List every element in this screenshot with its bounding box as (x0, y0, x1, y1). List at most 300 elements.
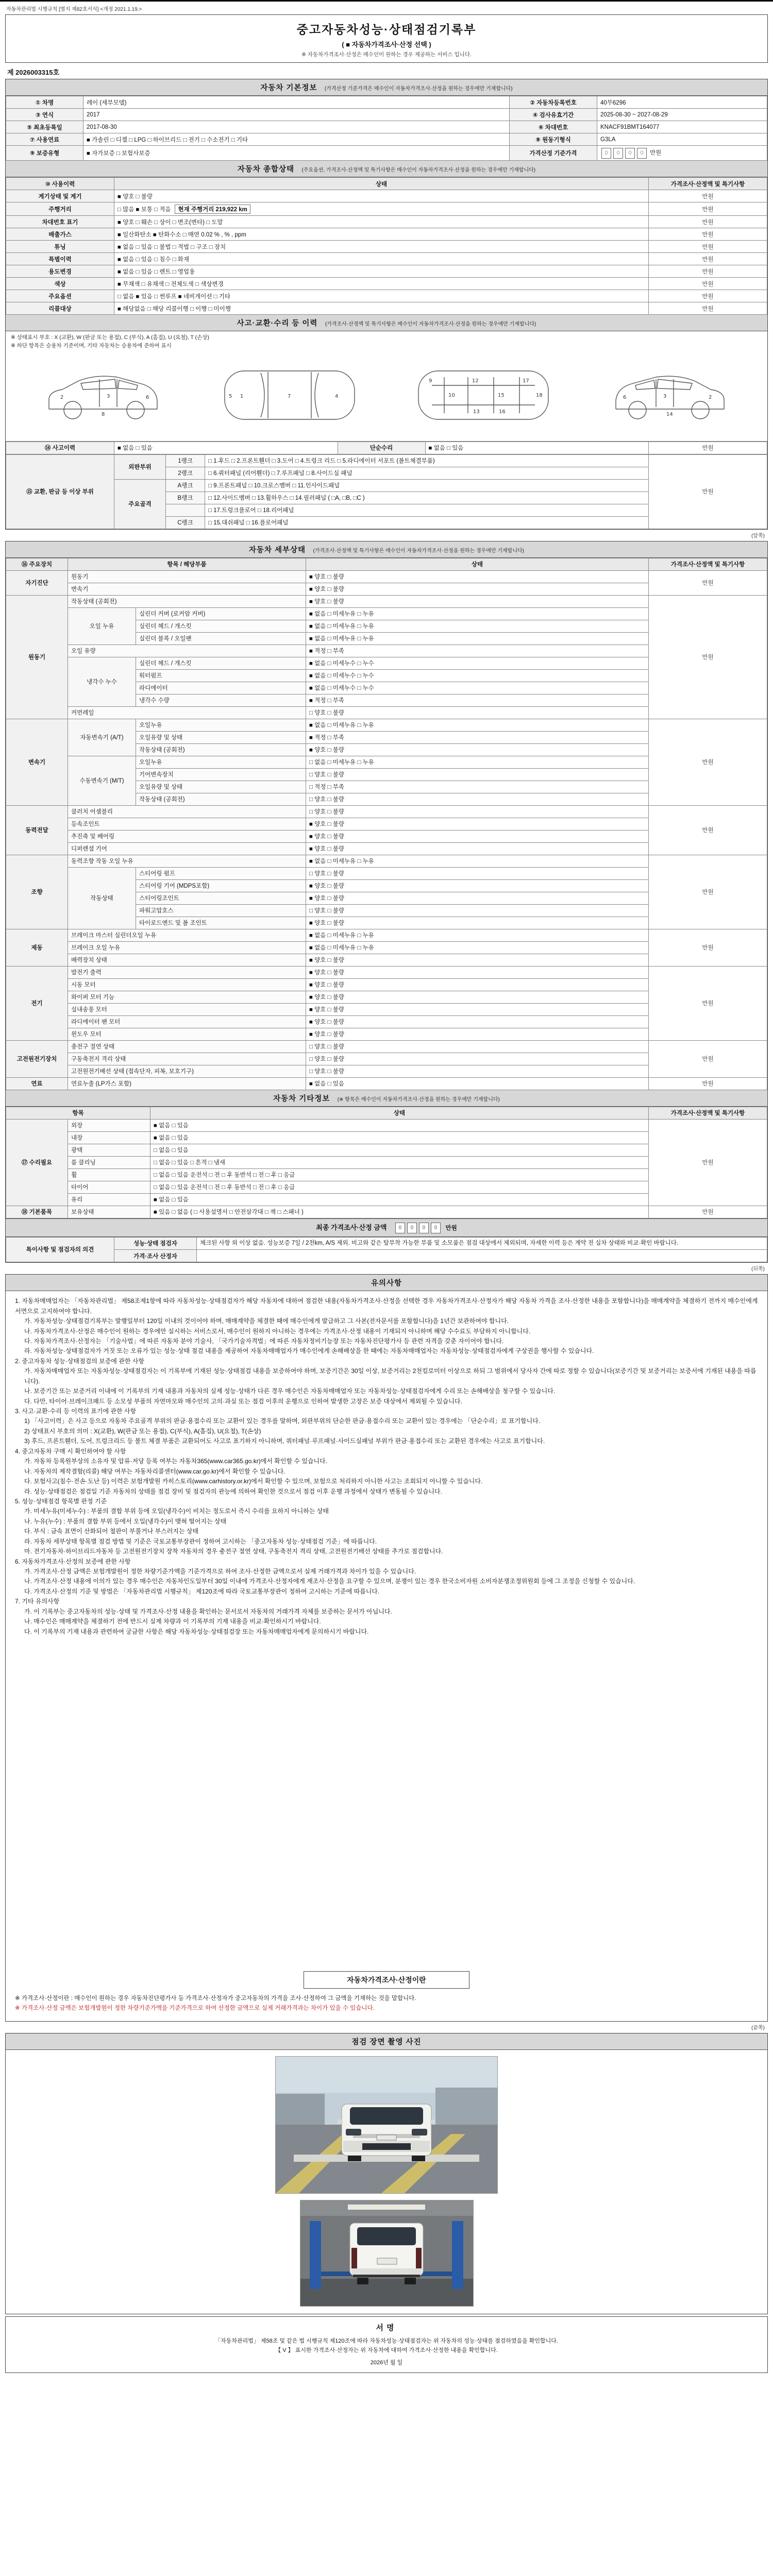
item-label: 외장 (68, 1119, 150, 1131)
notice-line: 다. 부식 : 금속 표면이 산화되어 철판이 부풀거나 부스러지는 상태 (24, 1528, 199, 1535)
signature-line: 「자동차관리법」 제58조 및 같은 법 시행규칙 제120조에 따라 자동차성능·상태점검자는 위 자동차의 성능·상태를 점검하였음을 확인합니다. (215, 2338, 558, 2345)
notice-line: 나. 보증기간 또는 보증거리 이내에 이 기록부의 기재 내용과 자동차의 실제 성능·상태가 다른 경우 매수인은 자동차매매업자 또는 자동차성능·상태점검자에게 수리 또는 손해배상을 청구할 수 있습니다. (24, 1387, 556, 1395)
price-cell: 만원 (649, 302, 767, 315)
state-value: □ 양호 □ 불량 (306, 904, 649, 917)
fuel-type-checkboxes: ■ 가솔린 □ 디젤 □ LPG □ 하이브리드 □ 전기 □ 수소전기 □ 기타 (83, 133, 510, 146)
svg-text:3: 3 (107, 393, 110, 399)
base-price-label: 가격산정 기준가격 (510, 146, 597, 161)
signature-section (6, 2317, 767, 2372)
state-value: ■ 없음 □ 있음 □ 침수 □ 화재 (114, 253, 649, 265)
pricing-info-line-red: ※ 가격조사·산정 금액은 보험개발원이 정한 차량기준가액을 기준가격으로 하여 산정한 금액으로 실제 거래가격과는 차이가 있을 수 있습니다. (15, 2005, 375, 2011)
row-label: 리콜대상 (6, 302, 114, 315)
item-label: 작동상태 (공회전) (136, 793, 306, 805)
notice-line: 라. 성능·상태점검은 점검일 기준 자동차의 상태를 점검 장비 및 점검자의 관능에 의하여 확인한 것으로서 점검 이후 운행 과정에서 상태가 변동될 수 있습니다. (24, 1487, 442, 1495)
svg-text:18: 18 (536, 392, 543, 398)
subgroup-label: 수동변속기 (M/T) (68, 756, 136, 805)
accident-history-label: ⑭ 사고이력 (6, 442, 114, 454)
state-value: ■ 양호 □ 불량 (306, 1015, 649, 1028)
page-marker: (뒤쪽) (751, 1266, 765, 1273)
state-value: ■ 양호 □ 훼손 □ 상이 □ 변조(변타) □ 도말 (114, 216, 649, 228)
rank-label: 1랭크 (166, 454, 205, 467)
price-cell: 만원 (649, 1077, 767, 1090)
state-value: ■ 없음 □ 있음 (150, 1131, 649, 1144)
item-label: 라디에이터 (136, 682, 306, 694)
table-row (6, 133, 767, 146)
legend-line: ※ 하단 항목은 승용차 기준이며, 기타 자동차는 승용차에 준하여 표시 (11, 342, 172, 349)
column-header: 상태 (306, 558, 649, 570)
state-value: ■ 양호 □ 불량 (306, 570, 649, 583)
table-row (6, 1237, 767, 1250)
accident-history-header (6, 315, 767, 331)
state-value: □ 양호 □ 불량 (306, 1065, 649, 1077)
price-cell: 만원 (649, 278, 767, 290)
first-registration-value: 2017-08-30 (83, 121, 510, 133)
overall-row (6, 265, 767, 278)
state-value: □ 많음 ■ 보통 □ 적음 현재 주행거리 219,922 km (114, 202, 649, 216)
detail-row (6, 1077, 767, 1090)
notice-line: 1. 자동차매매업자는 「자동차관리법」 제58조제1항에 따라 자동차성능·상태점검자가 해당 자동차에 대하여 점검한 내용(자동차가격조사·산정을 선택한 경우 자동차가격조사·산정자가 해당 자동차 가격을 조사·산정한 내용을 포함합니다)을 매매계약을 체결하기 전까지 매수인에게 서면으로 고지하여야 합니다. (15, 1297, 758, 1315)
table-row (6, 442, 767, 454)
car-diagram-strip (6, 351, 767, 442)
item-label: 브레이크 마스터 실린더오일 누유 (68, 929, 306, 941)
state-value: □ 적정 □ 부족 (306, 781, 649, 793)
base-price-value (597, 146, 767, 161)
item-label: 브레이크 오일 누유 (68, 941, 306, 954)
notice-header (6, 1275, 767, 1291)
form-reference: 자동차관리법 시행규칙 [별지 제82호서식] <개정 2021.1.19.> (6, 7, 142, 12)
notice-line: 7. 기타 유의사항 (15, 1598, 60, 1605)
detail-row (6, 855, 767, 867)
state-value: ■ 양호 □ 불량 (306, 1003, 649, 1015)
price-digit-box: 0 (419, 1223, 429, 1233)
notice-line: 다. 가격조사·산정의 기준 및 방법은 「자동차관리법 시행규칙」 제120조에 따라 국토교통부장관이 정하여 고시하는 기준에 따릅니다. (24, 1587, 380, 1595)
state-value: ■ 없음 □ 있음 □ 불법 □ 적법 □ 구조 □ 장치 (114, 241, 649, 253)
etc-info-table (6, 1107, 767, 1218)
state-value: ■ 양호 □ 불량 (306, 966, 649, 978)
section-box-photos (5, 2033, 768, 2314)
state-value: ■ 적정 □ 부족 (306, 694, 649, 706)
overall-row (6, 241, 767, 253)
column-header: 상태 (150, 1107, 649, 1119)
signature-date: 2026년 월 일 (370, 2360, 403, 2366)
row-label: 배출가스 (6, 228, 114, 241)
state-value: □ 양호 □ 불량 (306, 867, 649, 879)
row-label: 용도변경 (6, 265, 114, 278)
item-label: 스티어링조인트 (136, 892, 306, 904)
detail-row (6, 595, 767, 607)
state-value: ■ 있음 □ 없음 ( □ 사용설명서 □ 안전삼각대 □ 잭 □ 스패너 ) (150, 1206, 649, 1218)
state-value: ■ 양호 □ 불량 (306, 595, 649, 607)
state-value: ■ 해당없음 □ 해당 리콜이행 □ 이행 □ 미이행 (114, 302, 649, 315)
group-label: 조향 (6, 855, 68, 929)
svg-text:6: 6 (623, 394, 627, 400)
notice-line: 5. 성능·상태점검 항목별 판정 기준 (15, 1497, 107, 1505)
svg-text:6: 6 (146, 394, 149, 400)
notice-line: 나. 자동차가격조사·산정은 매수인이 원하는 경우에만 실시하는 서비스로서, 매수인이 원하지 아니하는 경우에는 가격조사·산정 내용이 기재되지 아니하며 해당 수수료도 부담하지 아니합니다. (24, 1327, 531, 1335)
table-header-row (6, 558, 767, 570)
svg-text:9: 9 (429, 378, 432, 384)
price-cell: 만원 (649, 442, 767, 454)
price-cell: 만원 (649, 570, 767, 595)
svg-text:16: 16 (499, 409, 506, 415)
group-label: 제동 (6, 929, 68, 966)
group-label: 고전원전기장치 (6, 1040, 68, 1077)
etc-info-header (6, 1090, 767, 1107)
price-digit-box: 0 (407, 1223, 417, 1233)
overall-state-title: 자동차 종합상태 (237, 165, 294, 174)
simple-repair-label: 단순수리 (338, 442, 425, 454)
group-label: ⑱ 기본품목 (6, 1206, 68, 1218)
state-value: ■ 없음 □ 있음 □ 렌트 □ 영업용 (114, 265, 649, 278)
price-cell: 만원 (649, 595, 767, 719)
row-label: 주요옵션 (6, 290, 114, 302)
detail-row (6, 929, 767, 941)
state-value: □ 없음 □ 있음 운전석 □ 전 □ 후 동반석 □ 전 □ 후 □ 응급 (150, 1168, 649, 1181)
item-label: 기어변속장치 (136, 768, 306, 781)
field-label: ⑤ 최초등록일 (6, 121, 83, 133)
state-value: ■ 양호 □ 불량 (306, 917, 649, 929)
item-label: 오일누유 (136, 719, 306, 731)
notice-line: 마. 전기자동차·하이브리드자동차 등 고전원전기장치 장착 자동차의 경우 충전구 절연 상태, 구동축전지 격리 상태, 고전원전기배선 상태를 추가로 점검합니다. (24, 1548, 443, 1555)
item-label: 등속조인트 (68, 818, 306, 830)
price-cell: 만원 (649, 1119, 767, 1206)
field-label: ① 차명 (6, 96, 83, 109)
etc-info-note: (※ 항목은 매수인이 자동차가격조사·산정을 원하는 경우에만 기재합니다) (337, 1096, 500, 1103)
row-label: 튜닝 (6, 241, 114, 253)
row-label: 특별이력 (6, 253, 114, 265)
price-digit-box: 0 (395, 1223, 405, 1233)
subgroup-label: 작동상태 (68, 867, 136, 929)
notice-line: 4. 중고자동차 구매 시 확인하여야 할 사항 (15, 1447, 126, 1455)
signature-title: 서명 (376, 2324, 397, 2333)
notice-line: 1) 「사고이력」은 사고 등으로 자동차 주요골격 부위의 판금·용접수리 또는 교환이 있는 경우를 말하며, 외판부위의 단순한 판금·용접수리 또는 교환이 있는 경우에는 「단순수리」로 표기합니다. (24, 1417, 541, 1425)
final-price-label: 최종 가격조사·산정 금액 (316, 1223, 387, 1231)
state-value: ■ 양호 □ 불량 (306, 954, 649, 966)
state-value: ■ 양호 □ 불량 (306, 830, 649, 842)
state-value: □ 없음 □ 있음 (150, 1144, 649, 1156)
final-price-bar (6, 1218, 767, 1237)
column-header: 가격조사·산정액 및 특기사항 (649, 1107, 767, 1119)
price-cell: 만원 (649, 290, 767, 302)
car-diagram-side-left (39, 357, 167, 434)
column-header: 항목 (6, 1107, 150, 1119)
item-label: 디퍼렌셜 기어 (68, 842, 306, 855)
state-value: □ 양호 □ 불량 (306, 805, 649, 818)
svg-text:8: 8 (102, 411, 105, 417)
state-value: ■ 양호 □ 불량 (306, 991, 649, 1003)
model-year-value: 2017 (83, 109, 510, 121)
state-value: ■ 적정 □ 부족 (306, 731, 649, 743)
parts-list: □ 17.트렁크플로어 □ 18.리어패널 (205, 504, 649, 516)
notice-line: 가. 자동차 등록원부상의 소유자 및 압류·저당 등록 여부는 자동차365(www.car365.go.kr)에서 확인할 수 있습니다. (24, 1458, 328, 1465)
item-label: 시동 모터 (68, 978, 306, 991)
signature-line: 【 V 】 표시한 가격조사·산정자는 위 자동차에 대하여 가격조사·산정한 내용을 확인합니다. (275, 2347, 498, 2353)
state-value: ■ 양호 □ 불량 (306, 818, 649, 830)
table-row (6, 121, 767, 133)
rank-label: B랭크 (166, 492, 205, 504)
parts-section-label: ⑮ 교환, 판금 등 이상 부위 (6, 454, 114, 529)
notice-line: 다. 다만, 타이어·브레이크패드 등 소모성 부품의 자연마모와 매수인의 고의·과실 또는 점검 이후의 운행으로 인하여 발생한 고장은 보증 대상에서 제외될 수 있습니다. (24, 1397, 462, 1405)
overall-row (6, 216, 767, 228)
table-row (6, 109, 767, 121)
table-header-row (6, 1107, 767, 1119)
column-header: 가격조사·산정액 및 특기사항 (649, 558, 767, 570)
state-value: ■ 없음 □ 있음 (150, 1119, 649, 1131)
state-value: ■ 없음 □ 미세누유 □ 누유 (306, 607, 649, 620)
basic-info-note: (가격산정 기준가격은 매수인이 자동차가격조사·산정을 원하는 경우에만 기재합니다) (324, 86, 513, 92)
vin-value: KNACF91BMT164077 (597, 121, 767, 133)
table-header-row (6, 178, 767, 190)
item-label: 실내송풍 모터 (68, 1003, 306, 1015)
page-title: 중고자동차성능·상태점검기록부 (296, 23, 477, 36)
notice-line: 2) 상태표시 부호의 의미 : X(교환), W(판금 또는 용접), C(부식), A(흠집), U(요철), T(손상) (24, 1427, 261, 1435)
notice-line: 나. 매수인은 매매계약을 체결하기 전에 반드시 실제 차량과 이 기록부의 기재 내용을 비교·확인하시기 바랍니다. (24, 1618, 321, 1625)
vehicle-name-value: 레이 (세부모델) (83, 96, 510, 109)
overall-state-note: (주요옵션, 가격조사·산정액 및 특기사항은 매수인이 자동차가격조사·산정을 원하는 경우에만 기재합니다) (301, 167, 536, 173)
group-label: 자기진단 (6, 570, 68, 595)
accident-history-table (6, 442, 767, 454)
state-value: ■ 적정 □ 부족 (306, 645, 649, 657)
notice-line: 다. 보험사고(침수·전손·도난 등) 이력은 보험개발원 카히스토리(www.carhistory.or.kr)에서 확인할 수 있으며, 보험으로 처리하지 아니한 사고는 조회되지 아니할 수 있습니다. (24, 1478, 483, 1485)
opinion-section-label: 특이사항 및 점검자의 의견 (6, 1237, 114, 1262)
item-label: 추진축 및 베어링 (68, 830, 306, 842)
item-label: 스티어링 기어 (MDPS포함) (136, 879, 306, 892)
state-value: ■ 양호 □ 불량 (306, 583, 649, 595)
row-label: 차대번호 표기 (6, 216, 114, 228)
detail-state-header (6, 541, 767, 558)
group-label: 연료 (6, 1077, 68, 1090)
state-value: □ 없음 □ 있음 □ 흔적 □ 냄새 (150, 1156, 649, 1168)
price-cell: 만원 (649, 805, 767, 855)
notice-line: 나. 자동차의 제작결함(리콜) 해당 여부는 자동차리콜센터(www.car.go.kr)에서 확인할 수 있습니다. (24, 1467, 285, 1475)
item-label: 광택 (68, 1144, 150, 1156)
overall-row (6, 202, 767, 216)
price-cell: 만원 (649, 202, 767, 216)
price-unit: 만원 (445, 1225, 457, 1231)
price-digit-box: 0 (625, 148, 635, 159)
notice-line: 가. 자동차성능·상태점검기록부는 발행일부터 120일 이내의 것이어야 하며, 매매계약을 체결한 때에 매수인에게 발급하고 그 사본(전자문서를 포함합니다)을 1년간 보관하여야 합니다. (24, 1317, 509, 1325)
title-box (5, 14, 768, 63)
item-label: 구동축전지 격리 상태 (68, 1053, 306, 1065)
price-cell: 만원 (649, 929, 767, 966)
car-diagram-bottom (411, 357, 556, 434)
item-label: 동력조향 작동 오일 누유 (68, 855, 306, 867)
price-cell: 만원 (649, 228, 767, 241)
state-code-legend (6, 331, 767, 351)
section-box-front (5, 79, 768, 530)
state-value: ■ 없음 □ 있음 (306, 1077, 649, 1090)
item-label: 변속기 (68, 583, 306, 595)
group-label: 외판부위 (114, 454, 166, 479)
state-value: ■ 양호 □ 불량 (306, 879, 649, 892)
item-label: 클러치 어셈블리 (68, 805, 306, 818)
item-label: 오일유량 및 상태 (136, 781, 306, 793)
field-label: ⑦ 사용연료 (6, 133, 83, 146)
etc-row (6, 1119, 767, 1131)
svg-text:12: 12 (472, 378, 479, 384)
state-value: ■ 양호 □ 불량 (306, 743, 649, 756)
item-label: 휠 (68, 1168, 150, 1181)
notice-list (6, 1291, 767, 1965)
exchange-parts-table (6, 454, 767, 529)
svg-text:2: 2 (60, 394, 64, 400)
notice-title: 유의사항 (371, 1279, 402, 1288)
inspector-opinion-text: 체크된 사항 외 이상 없음. 성능보증 7일 / 2천km, A/S 제외. 비고와 같은 탈부착 가능한 부품 및 소모품은 점검 대상에서 제외되며, 자세한 이력 등은 계약 전 실차 상태와 비교·확인 바랍니다. (197, 1237, 767, 1250)
notice-line: 다. 이 기록부의 기재 내용과 관련하여 궁금한 사항은 해당 자동차성능·상태점검장 또는 자동차매매업자에게 문의하시기 바랍니다. (24, 1628, 369, 1635)
item-label: 내장 (68, 1131, 150, 1144)
rank-label: C랭크 (166, 516, 205, 529)
item-label: 라디에이터 팬 모터 (68, 1015, 306, 1028)
detail-row (6, 719, 767, 731)
state-value: ■ 양호 □ 불량 (306, 978, 649, 991)
price-cell: 만원 (649, 966, 767, 1040)
state-value: ■ 양호 □ 불량 (306, 842, 649, 855)
svg-text:2: 2 (708, 394, 712, 400)
overall-row (6, 290, 767, 302)
overall-state-header (6, 161, 767, 177)
overall-row (6, 190, 767, 202)
accident-history-state: ■ 없음 □ 있음 (114, 442, 338, 454)
basic-info-header (6, 79, 767, 96)
price-cell: 만원 (649, 253, 767, 265)
svg-text:15: 15 (498, 392, 505, 398)
item-label: 유리 (68, 1193, 150, 1206)
item-label: 연료누출 (LP가스 포함) (68, 1077, 306, 1090)
notice-line: 가. 자동차매매업자 또는 자동차성능·상태점검자는 이 기록부에 기재된 성능·상태점검 내용을 보증하여야 하며, 보증기간은 30일 이상, 보증거리는 2천킬로미터 이상으로 하되 그 범위에서 당사자 간에 따로 정할 수 있습니다(보증기간 및 보증거리는 보증서에 기재된 내용을 따릅니다). (24, 1367, 757, 1385)
inspection-photo-front (275, 2056, 498, 2194)
svg-text:14: 14 (666, 411, 673, 417)
item-label: 윈도우 모터 (68, 1028, 306, 1040)
item-label: 작동상태 (공회전) (68, 595, 306, 607)
detail-row (6, 805, 767, 818)
state-value: ■ 일산화탄소 ■ 탄화수소 □ 매연 0.02 % , % , ppm (114, 228, 649, 241)
state-value: ■ 양호 □ 불량 (306, 1028, 649, 1040)
state-value: ■ 없음 □ 미세누유 □ 누유 (306, 719, 649, 731)
item-label: 스티어링 펌프 (136, 867, 306, 879)
item-label: 배력장치 상태 (68, 954, 306, 966)
item-label: 고전원전기배선 상태 (접속단자, 피복, 보호기구) (68, 1065, 306, 1077)
column-header: ⑯ 주요장치 (6, 558, 68, 570)
subgroup-label: 오일 누유 (68, 607, 136, 645)
state-value: ■ 없음 □ 미세누유 □ 누유 (306, 620, 649, 632)
price-cell: 만원 (649, 719, 767, 805)
notice-line: 3. 사고·교환·수리 등 이력의 표기에 관한 사항 (15, 1408, 137, 1415)
state-value: ■ 없음 □ 있음 (150, 1193, 649, 1206)
page-marker: (앞쪽) (751, 533, 765, 539)
price-cell: 만원 (649, 241, 767, 253)
page-title-note: ※ 자동차가격조사·산정은 매수인이 원하는 경우 제공하는 서비스 입니다. (301, 52, 472, 58)
table-row (6, 146, 767, 161)
rank-label (166, 504, 205, 516)
item-label: 커먼레일 (68, 706, 306, 719)
state-value: □ 없음 ■ 있음 □ 썬루프 ■ 네비게이션 □ 기타 (114, 290, 649, 302)
item-label: 타이로드엔드 및 볼 조인트 (136, 917, 306, 929)
state-value: ■ 없음 □ 미세누유 □ 누유 (306, 941, 649, 954)
detail-state-note: (가격조사·산정액 및 특기사항은 매수인이 자동차가격조사·산정을 원하는 경우에만 기재합니다) (313, 548, 525, 554)
item-label: 실린더 헤드 / 개스킷 (136, 657, 306, 669)
item-label: 실린더 커버 (로커암 커버) (136, 607, 306, 620)
row-label: 색상 (6, 278, 114, 290)
field-label: ③ 연식 (6, 109, 83, 121)
item-label: 충전구 절연 상태 (68, 1040, 306, 1053)
photos-header (6, 2033, 767, 2050)
notice-line: 라. 자동차성능·상태점검자가 거짓 또는 오류가 있는 성능·상태 점검 내용을 제공하여 자동차매매업자가 매수인에게 손해배상을 한 때에는 자동차매매업자는 자동차성능·상태점검자에게 구상권을 행사할 수 있습니다. (24, 1347, 594, 1355)
table-row (6, 1250, 767, 1262)
column-header: 항목 / 해당부품 (68, 558, 306, 570)
appraiser-opinion-text (197, 1250, 767, 1262)
price-unit: 만원 (650, 150, 662, 157)
state-value: □ 양호 □ 불량 (306, 1040, 649, 1053)
notice-line: 라. 자동차 세부상태 항목별 점검 방법 및 기준은 국토교통부장관이 정하여 고시하는 「중고자동차 성능·상태점검 기준」에 따릅니다. (24, 1537, 377, 1545)
pricing-info-title: 자동차가격조사·산정이란 (304, 1971, 469, 1989)
svg-text:3: 3 (663, 393, 667, 399)
section-box-detail (5, 541, 768, 1263)
document-number: 제 2026003315호 (7, 69, 60, 76)
overall-row (6, 278, 767, 290)
parts-list: □ 15.대쉬패널 □ 16.플로어패널 (205, 516, 649, 529)
subgroup-label: 냉각수 누수 (68, 657, 136, 706)
detail-row (6, 570, 767, 583)
row-label: 계기상태 및 계기 (6, 190, 114, 202)
group-label: 동력전달 (6, 805, 68, 855)
group-label: 원동기 (6, 595, 68, 719)
appraiser-label: 가격·조사 산정자 (114, 1250, 197, 1262)
parts-row (6, 454, 767, 467)
overall-row (6, 253, 767, 265)
price-cell: 만원 (649, 1040, 767, 1077)
group-label: 전기 (6, 966, 68, 1040)
overall-state-table (6, 177, 767, 315)
notice-line: 가. 미세누유(미세누수) : 부품의 결합 부위 등에 오일(냉각수)이 비치는 정도로서 즉시 수리를 요하지 아니하는 상태 (24, 1507, 329, 1515)
group-label: ⑰ 수리필요 (6, 1119, 68, 1206)
svg-text:13: 13 (473, 409, 480, 415)
section-box-notice (5, 1274, 768, 2022)
item-label: 냉각수 수량 (136, 694, 306, 706)
state-value: □ 없음 □ 있음 운전석 □ 전 □ 후 동반석 □ 전 □ 후 □ 응급 (150, 1181, 649, 1193)
field-label: ⑥ 차대번호 (510, 121, 597, 133)
item-label: 와이퍼 모터 기능 (68, 991, 306, 1003)
notice-line: 가. 가격조사·산정 금액은 보험개발원이 정한 차량기준가액을 기준가격으로 하여 조사·산정한 금액으로서 실제 거래가격과 차이가 있을 수 있습니다. (24, 1568, 416, 1575)
price-digit-box: 0 (601, 148, 611, 159)
notice-line: 나. 가격조사·산정 내용에 이의가 있는 경우 매수인은 자동차인도일부터 30일 이내에 가격조사·산정자에게 재조사·산정을 요구할 수 있으며, 분쟁이 있는 경우 한국소비자원 소비자분쟁조정위원회 등에 그 조정을 신청할 수 있습니다. (24, 1578, 635, 1585)
state-value: ■ 없음 □ 미세누수 □ 누수 (306, 669, 649, 682)
parts-list: □ 12.사이드멤버 □ 13.휠하우스 □ 14.필러패널 ( □A, □B, □C ) (205, 492, 649, 504)
etc-info-title: 자동차 기타정보 (273, 1094, 330, 1103)
parts-list: □ 6.쿼터패널 (리어휀더) □ 7.루프패널 □ 8.사이드실 패널 (205, 467, 649, 479)
svg-text:5: 5 (228, 393, 232, 399)
group-label: 주요골격 (114, 479, 166, 529)
inspector-opinion-table (6, 1237, 767, 1263)
item-label: 오일유량 및 상태 (136, 731, 306, 743)
svg-text:7: 7 (287, 393, 291, 399)
field-label: ⑨ 보증유형 (6, 146, 83, 161)
accident-history-note: (가격조사·산정액 및 특기사항은 매수인이 자동차가격조사·산정을 원하는 경우에만 기재합니다) (325, 321, 536, 327)
mileage-value: 현재 주행거리 219,922 km (175, 205, 250, 214)
basic-info-title: 자동차 기본정보 (260, 84, 317, 92)
state-value: ■ 없음 □ 미세누유 □ 누유 (306, 855, 649, 867)
state-value: □ 없음 □ 미세누유 □ 누유 (306, 756, 649, 768)
item-label: 보유상태 (68, 1206, 150, 1218)
svg-text:4: 4 (334, 393, 339, 399)
rank-label: A랭크 (166, 479, 205, 492)
state-value: □ 양호 □ 불량 (306, 706, 649, 719)
state-value: ■ 없음 □ 미세누수 □ 누수 (306, 657, 649, 669)
price-cell: 만원 (649, 190, 767, 202)
inspection-photo-rear (300, 2200, 474, 2307)
state-value: ■ 없음 □ 미세누유 □ 누유 (306, 929, 649, 941)
page-marker: (끝쪽) (751, 2025, 765, 2031)
notice-line: 6. 자동차가격조사·산정의 보증에 관한 사항 (15, 1557, 131, 1565)
